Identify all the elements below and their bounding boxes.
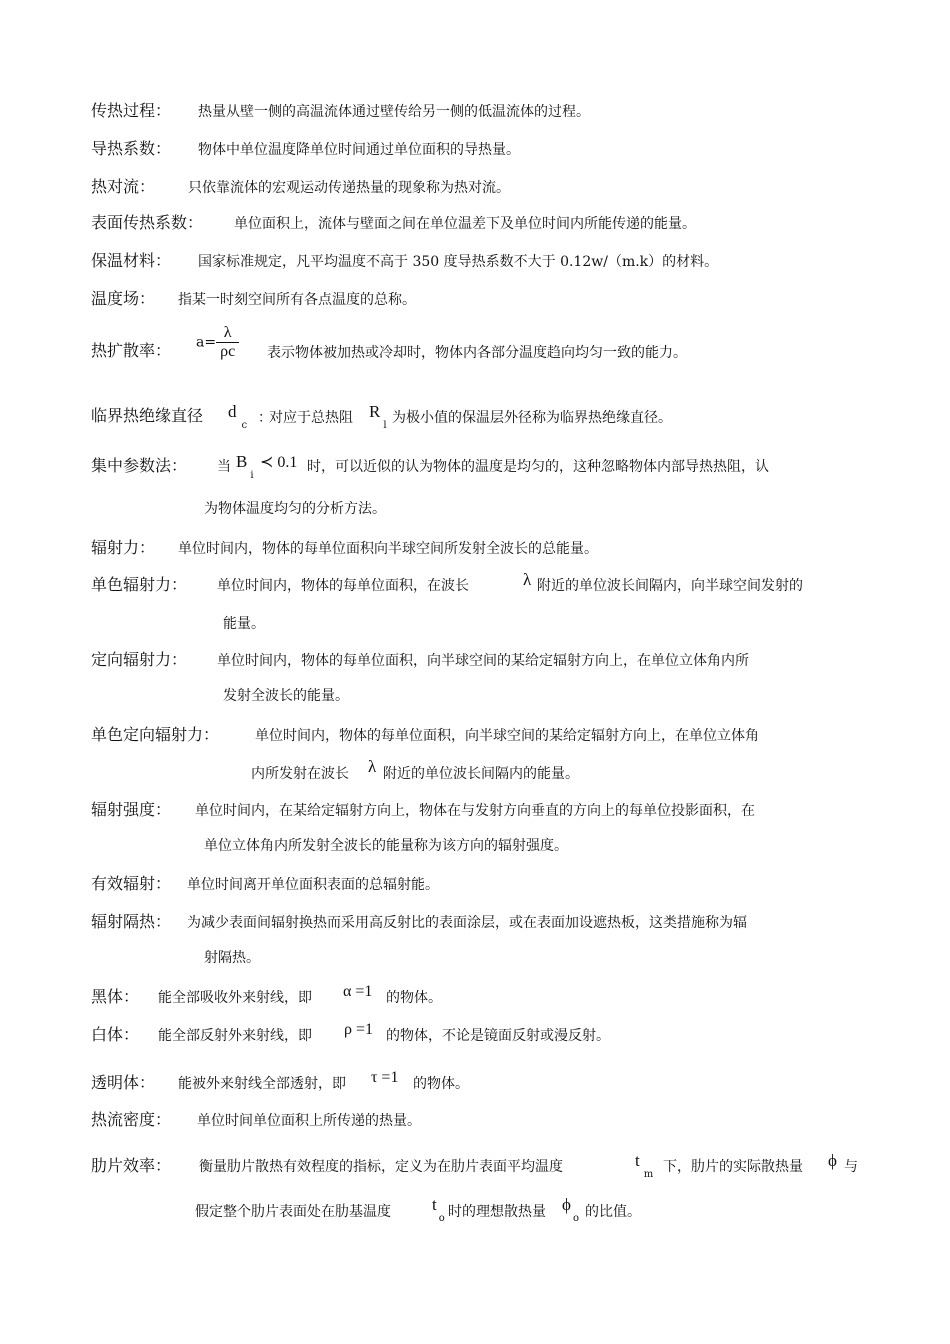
term: 热流密度：: [91, 1110, 172, 1129]
biot-number-symbol: $B_i$: [236, 452, 254, 481]
definition-line-2-part-a: 假定整个肋片表面处在肋基温度: [195, 1204, 391, 1220]
term: 温度场：: [91, 289, 156, 308]
fraction-denominator: ρc: [216, 342, 239, 361]
definition: 为减少表面间辐射换热而采用高反射比的表面涂层，或在表面加设遮热板，这类措施称为辐: [187, 915, 747, 931]
definition: 单位时间内，物体的每单位面积，向半球空间的某给定辐射方向上，在单位立体角: [255, 728, 759, 744]
definition-part-b: 下，肋片的实际散热量: [663, 1159, 803, 1175]
term: 白体：: [91, 1025, 140, 1044]
definition-line-2-part-b: 附近的单位波长间隔内的能量。: [383, 766, 579, 782]
definition: 热量从壁一侧的高温流体通过壁传给另一侧的低温流体的过程。: [198, 104, 590, 120]
definition-part-a: 能全部吸收外来射线，即: [158, 990, 312, 1006]
definition-line-2-part-a: 内所发射在波长: [251, 766, 349, 782]
diffusivity-formula: a= $\frac{\lambda}{\rho c}$: [196, 324, 239, 361]
term: 辐射隔热：: [91, 912, 172, 931]
definition-part-a: 衡量肋片散热有效程度的指标，定义为在肋片表面平均温度: [199, 1159, 563, 1175]
mean-temperature-symbol: $t_m$: [635, 1151, 654, 1180]
term: 透明体：: [91, 1073, 156, 1092]
fraction-numerator: λ: [223, 324, 232, 341]
definition-part-a: 当: [217, 459, 231, 475]
thermal-resistance-symbol: $R_l$: [369, 402, 387, 431]
term: 定向辐射力：: [91, 650, 188, 669]
definition: 单位时间单位面积上所传递的热量。: [197, 1113, 421, 1129]
critical-diameter-symbol: $d_c$: [228, 402, 248, 431]
term: 单色辐射力：: [91, 575, 188, 594]
ideal-heat-dissipation-symbol: $\phi_o$: [562, 1195, 579, 1224]
term: 热扩散率：: [91, 341, 172, 360]
biot-condition: ≺ 0.1: [260, 454, 298, 471]
transmissivity-equation: τ =1: [371, 1069, 399, 1086]
definition-part-b: 的物体。: [386, 990, 442, 1006]
definition: 只依靠流体的宏观运动传递热量的现象称为热对流。: [188, 180, 510, 196]
definition-line-2: 为物体温度均匀的分析方法。: [204, 501, 386, 517]
base-temperature-symbol: $t_o$: [432, 1195, 445, 1224]
definition-part-a: 能全部反射外来射线，即: [158, 1028, 312, 1044]
definition-line-2: 射隔热。: [204, 950, 260, 966]
definition-line-2-part-c: 的比值。: [585, 1204, 641, 1220]
definition: 指某一时刻空间所有各点温度的总称。: [178, 292, 416, 308]
colon: ：: [258, 410, 272, 426]
term: 临界热绝缘直径: [91, 406, 204, 425]
term: 表面传热系数：: [91, 213, 204, 232]
fraction: [216, 324, 239, 361]
definition-line-2: 发射全波长的能量。: [223, 688, 349, 704]
term: 辐射强度：: [91, 800, 172, 819]
term: 传热过程：: [91, 101, 172, 120]
definition-line-2-part-b: 时的理想散热量: [448, 1204, 546, 1220]
definition: 单位时间内，物体的每单位面积，向半球空间的某给定辐射方向上，在单位立体角内所: [217, 653, 749, 669]
definition-part-b: 的物体。: [413, 1076, 469, 1092]
definition: 单位时间内，在某给定辐射方向上，物体在与发射方向垂直的方向上的每单位投影面积，在: [195, 803, 755, 819]
term: 保温材料：: [91, 251, 172, 270]
term: 辐射力：: [91, 538, 156, 557]
definition-part-a: 单位时间内，物体的每单位面积，在波长: [217, 578, 469, 594]
term: 导热系数：: [91, 139, 172, 158]
definition-part-a: 对应于总热阻: [269, 410, 353, 426]
term: 肋片效率：: [91, 1156, 172, 1175]
definition-part-c: 与: [844, 1159, 858, 1175]
wavelength-symbol: λ: [368, 757, 377, 776]
definition-line-2: 能量。: [223, 616, 265, 632]
absorptivity-equation: α =1: [343, 983, 373, 1000]
definition-part-a: 能被外来射线全部透射，即: [178, 1076, 346, 1092]
definition: 国家标准规定，凡平均温度不高于 350 度导热系数不大于 0.12w/（m.k）的材料。: [198, 254, 719, 270]
definition: 单位时间内，物体的每单位面积向半球空间所发射全波长的总能量。: [178, 541, 598, 557]
definition: 物体中单位温度降单位时间通过单位面积的导热量。: [198, 142, 520, 158]
definition-part-b: 附近的单位波长间隔内，向半球空间发射的: [537, 578, 803, 594]
definition: 单位面积上，流体与壁面之间在单位温差下及单位时间内所能传递的能量。: [234, 216, 696, 232]
term: 有效辐射：: [91, 874, 172, 893]
definition-part-b: 为极小值的保温层外径称为临界热绝缘直径。: [392, 410, 672, 426]
definition: 表示物体被加热或冷却时，物体内各部分温度趋向均匀一致的能力。: [267, 345, 687, 361]
definition-part-b: 的物体，不论是镜面反射或漫反射。: [386, 1028, 610, 1044]
term: 单色定向辐射力：: [91, 725, 220, 744]
definition-line-2: 单位立体角内所发射全波长的能量称为该方向的辐射强度。: [204, 838, 568, 854]
wavelength-symbol: λ: [523, 570, 532, 589]
definition: 单位时间离开单位面积表面的总辐射能。: [187, 877, 439, 893]
term: 集中参数法：: [91, 456, 188, 475]
reflectivity-equation: ρ =1: [344, 1021, 374, 1038]
actual-heat-dissipation-symbol: ϕ: [828, 1151, 837, 1170]
term: 黑体：: [91, 987, 140, 1006]
definition-part-b: 时，可以近似的认为物体的温度是均匀的，这种忽略物体内部导热热阻，认: [307, 459, 769, 475]
term: 热对流：: [91, 177, 156, 196]
